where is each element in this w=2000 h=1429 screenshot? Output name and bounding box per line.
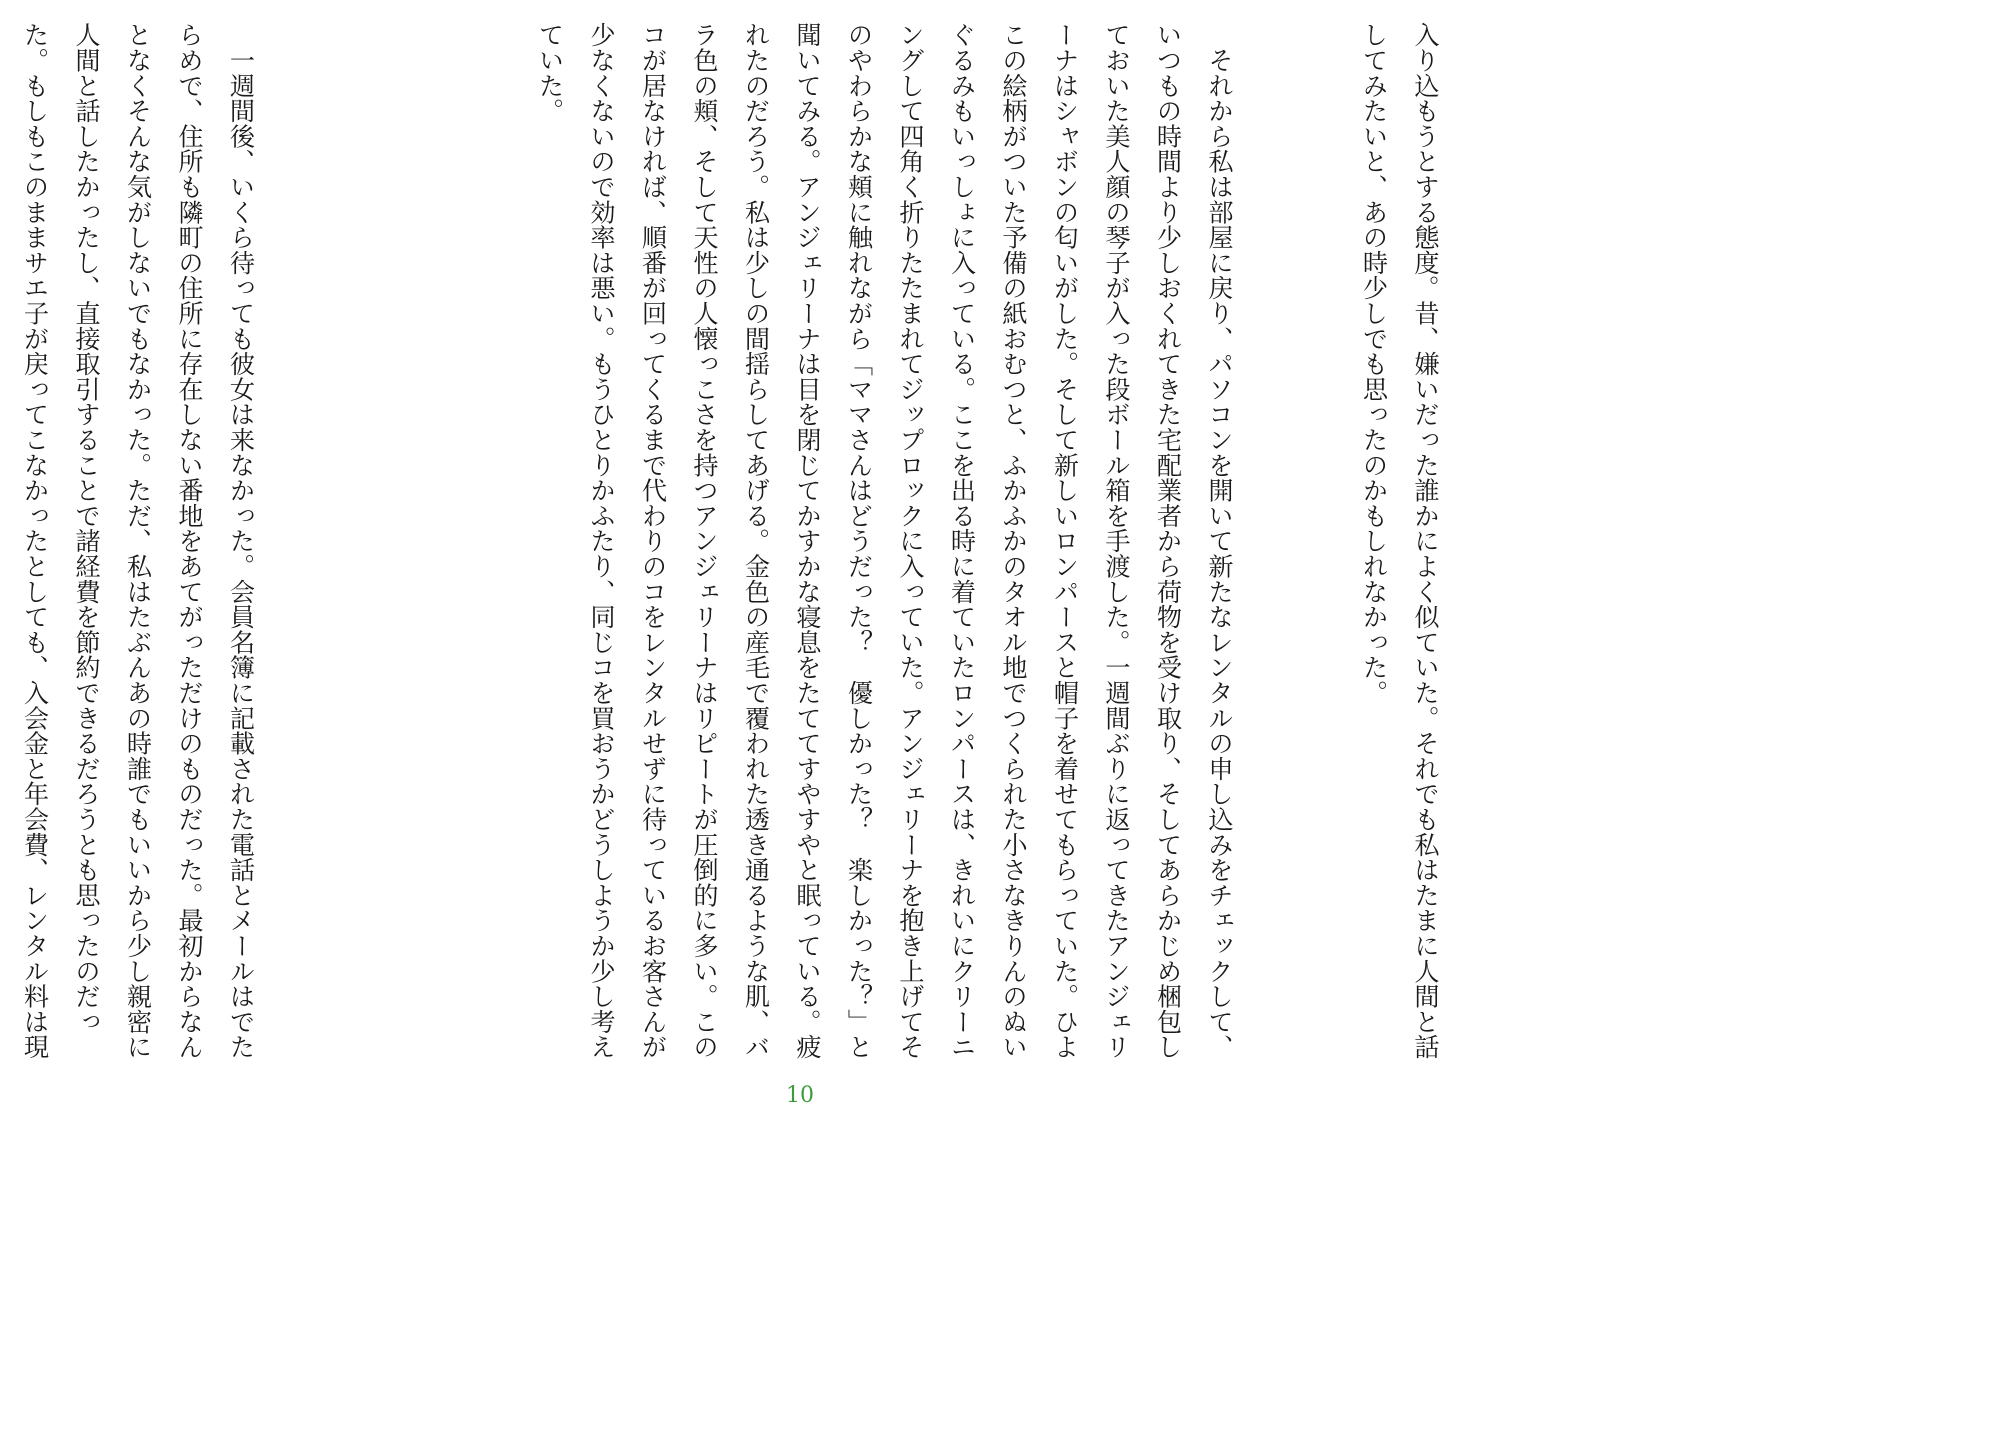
blank-line bbox=[370, 22, 422, 1082]
paragraph-one-week-later: 一週間後、いくら待っても彼女は来なかった。会員名簿に記載された電話とメールはでたらめで、住所も隣町の住所に存在しない番地をあてがっただけのものだった。最初からなんとなくそんな気がしないでもなかった。ただ、私はたぶんあの時誰でもいいから少し親密に人間と話したかったし、直接取引することで諸経費を節約できるだろうとも思ったのだった。もしもこのままサエ子が戻ってこなかったとしても、入会金と年会費、レンタル料は現 bbox=[20, 22, 256, 1060]
vertical-body-text bbox=[0, 22, 1554, 1082]
page-number: 10 bbox=[786, 1083, 814, 1108]
paragraph-return-home: それから私は部屋に戻り、パソコンを開いて新たなレンタルの申し込みをチェックして、いつもの時間より少しおくれてきた宅配業者から荷物を受け取り、そしてあらかじめ梱包しておいた美人顔の琴子が入った段ボール箱を手渡した。一週間ぶりに返ってきたアンジェリーナはシャボンの匂いがした。そして新しいロンパースと帽子を着せてもらっていた。ひよこの絵柄がついた予備の紙おむつと、ふかふかのタオル地でつくられた小さなきりんのぬいぐるみもいっしょに入っている。ここを出る時に着ていたロンパースは、きれいにクリーニングして四角く折りたたまれてジップロックに入っていた。アンジェリーナを抱き上げてそのやわらかな頬に触れながら「ママさんはどうだった？ 優しかった？ 楽しかった？」と聞いてみる。アンジェリーナは目を閉じてかすかな寝息をたててすやすやと眠っている。疲れたのだろう。私は少しの間揺らしてあげる。金色の産毛で覆われた透き通るような肌、バラ色の頬、そして天性の人懐っこさを持つアンジェリーナはリピートが圧倒的に多い。このコが居なければ、順番が回ってくるまで代わりのコをレンタルせずに待っているお客さんが少なくないので効率は悪い。もうひとりかふたり、同じコを買おうかどうしようか少し考えていた。 bbox=[535, 22, 1234, 1060]
paragraph-continuation: 入り込もうとする態度。昔、嫌いだった誰かによく似ていた。それでも私はたまに人間と話してみたいと、あの時少しでも思ったのかもしれなかった。 bbox=[1359, 22, 1440, 1060]
